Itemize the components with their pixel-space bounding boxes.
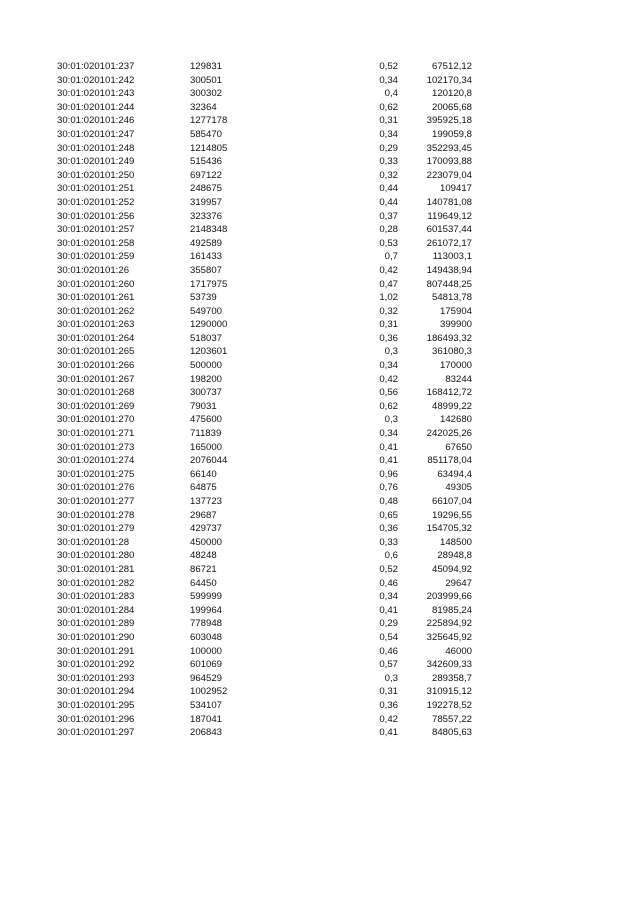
- total-cell: 242025,26: [426, 428, 472, 440]
- total-cell: 66107,04: [431, 496, 472, 507]
- total-cell: 851178,04: [427, 455, 472, 467]
- cadastral-number-cell: 30:01:020101:256: [57, 210, 135, 222]
- rate-cell: 0,46: [379, 577, 398, 589]
- total-cell: 142680: [439, 414, 472, 426]
- total-cell: 78557,22: [431, 713, 472, 725]
- cadastral-value-cell: 161433: [190, 251, 223, 263]
- total-cell: 84805,63: [431, 727, 472, 739]
- cadastral-number-cell: 30:01:020101:282: [57, 577, 135, 589]
- total-cell: 261072,17: [426, 237, 472, 249]
- cadastral-value-cell: 300501: [190, 74, 223, 86]
- table-row: [0, 142, 640, 156]
- cadastral-value-cell: 64450: [190, 577, 217, 589]
- cadastral-number-cell: 30:01:020101:267: [57, 373, 135, 385]
- total-cell: 113003,1: [432, 251, 472, 263]
- table-row: [0, 577, 640, 591]
- rate-cell: 0,41: [379, 455, 398, 467]
- table-row: [0, 250, 640, 264]
- cadastral-number-cell: 30:01:020101:264: [57, 332, 135, 344]
- total-cell: 102170,34: [426, 74, 472, 86]
- rate-cell: 0,37: [379, 210, 398, 222]
- cadastral-value-cell: 964529: [190, 672, 223, 684]
- rate-cell: 0,4: [384, 88, 398, 100]
- rate-cell: 0,41: [379, 604, 398, 616]
- table-row: [0, 237, 640, 251]
- rate-cell: 0,33: [379, 156, 398, 168]
- table-row: [0, 359, 640, 373]
- total-cell: 601537,44: [426, 224, 472, 236]
- cadastral-value-cell: 53739: [190, 292, 217, 304]
- table-row: [0, 318, 640, 332]
- cadastral-value-cell: 165000: [190, 441, 223, 453]
- cadastral-number-cell: 30:01:020101:281: [57, 563, 135, 575]
- cadastral-number-cell: 30:01:020101:279: [57, 523, 135, 535]
- total-cell: 168412,72: [426, 387, 472, 399]
- table-row: [0, 182, 640, 196]
- total-cell: 20065,68: [431, 101, 472, 113]
- total-cell: 119649,12: [427, 210, 472, 222]
- cadastral-value-cell: 697122: [190, 169, 223, 181]
- table-row: [0, 386, 640, 400]
- total-cell: 120120,8: [431, 88, 472, 100]
- total-cell: 46000: [445, 645, 472, 657]
- table-row: [0, 305, 640, 319]
- cadastral-number-cell: 30:01:020101:251: [57, 183, 135, 195]
- rate-cell: 0,46: [379, 645, 398, 657]
- rate-cell: 0,29: [379, 142, 398, 154]
- rate-cell: 0,48: [379, 496, 398, 507]
- rate-cell: 0,34: [379, 128, 398, 140]
- rate-cell: 0,52: [379, 563, 398, 575]
- table-row: [0, 468, 640, 482]
- cadastral-number-cell: 30:01:020101:265: [57, 346, 135, 358]
- cadastral-number-cell: 30:01:020101:275: [57, 468, 135, 480]
- table-row: [0, 155, 640, 169]
- rate-cell: 0,44: [379, 183, 398, 195]
- total-cell: 310915,12: [426, 686, 472, 698]
- cadastral-number-cell: 30:01:020101:283: [57, 591, 135, 603]
- cadastral-number-cell: 30:01:020101:252: [57, 196, 135, 208]
- cadastral-number-cell: 30:01:020101:237: [57, 61, 135, 72]
- rate-cell: 0,53: [379, 237, 398, 249]
- rate-cell: 0,62: [379, 400, 398, 412]
- cadastral-value-cell: 1002952: [190, 686, 228, 698]
- cadastral-value-cell: 1203601: [190, 346, 228, 358]
- cadastral-number-cell: 30:01:020101:262: [57, 305, 135, 317]
- total-cell: 223079,04: [426, 169, 472, 181]
- cadastral-number-cell: 30:01:020101:280: [57, 550, 135, 562]
- total-cell: 807448,25: [426, 278, 472, 290]
- rate-cell: 0,47: [379, 278, 398, 290]
- cadastral-number-cell: 30:01:020101:260: [57, 278, 135, 290]
- table-row: [0, 373, 640, 387]
- cadastral-value-cell: 198200: [190, 373, 223, 385]
- table-row: [0, 60, 640, 74]
- table-row: [0, 210, 640, 224]
- total-cell: 109417: [439, 183, 472, 195]
- cadastral-number-cell: 30:01:020101:276: [57, 482, 135, 494]
- cadastral-value-cell: 534107: [190, 699, 223, 711]
- total-cell: 140781,08: [426, 196, 472, 208]
- rate-cell: 0,7: [384, 251, 398, 263]
- rate-cell: 0,34: [379, 591, 398, 603]
- cadastral-value-cell: 86721: [190, 563, 217, 575]
- rate-cell: 0,54: [379, 631, 398, 643]
- table-row: [0, 631, 640, 645]
- table-row: [0, 481, 640, 495]
- cadastral-number-cell: 30:01:020101:274: [57, 455, 135, 467]
- cadastral-value-cell: 355807: [190, 264, 223, 276]
- cadastral-number-cell: 30:01:020101:294: [57, 686, 135, 698]
- cadastral-value-cell: 1717975: [190, 278, 228, 290]
- table-row: [0, 169, 640, 183]
- cadastral-value-cell: 1290000: [190, 319, 228, 331]
- rate-cell: 0,44: [379, 196, 398, 208]
- cadastral-value-cell: 1214805: [190, 142, 228, 154]
- rate-cell: 0,34: [379, 428, 398, 440]
- cadastral-number-cell: 30:01:020101:263: [57, 319, 135, 331]
- cadastral-value-cell: 450000: [190, 536, 223, 548]
- table-row: [0, 413, 640, 427]
- cadastral-value-cell: 2148348: [190, 224, 228, 236]
- table-row: [0, 223, 640, 237]
- table-row: [0, 87, 640, 101]
- total-cell: 203999,66: [426, 591, 472, 603]
- cadastral-number-cell: 30:01:020101:266: [57, 360, 135, 372]
- table-row: [0, 128, 640, 142]
- total-cell: 63494,4: [437, 468, 472, 480]
- rate-cell: 0,34: [379, 74, 398, 86]
- total-cell: 186493,32: [426, 332, 472, 344]
- cadastral-number-cell: 30:01:020101:261: [57, 292, 135, 304]
- total-cell: 361080,3: [431, 346, 472, 358]
- total-cell: 170093,88: [426, 156, 472, 168]
- total-cell: 395925,18: [426, 115, 472, 127]
- rate-cell: 0,76: [379, 482, 398, 494]
- cadastral-number-cell: 30:01:020101:277: [57, 496, 135, 507]
- total-cell: 148500: [439, 536, 472, 548]
- cadastral-value-cell: 778948: [190, 618, 223, 630]
- rate-cell: 0,52: [379, 61, 398, 72]
- total-cell: 19296,55: [431, 509, 472, 521]
- cadastral-number-cell: 30:01:020101:289: [57, 618, 135, 630]
- table-row: [0, 196, 640, 210]
- cadastral-value-cell: 100000: [190, 645, 223, 657]
- cadastral-value-cell: 64875: [190, 482, 217, 494]
- table-row: [0, 536, 640, 550]
- rate-cell: 0,6: [384, 550, 398, 562]
- cadastral-value-cell: 323376: [190, 210, 223, 222]
- table-row: [0, 604, 640, 618]
- rate-cell: 0,31: [379, 319, 398, 331]
- rate-cell: 0,56: [379, 387, 398, 399]
- cadastral-number-cell: 30:01:020101:246: [57, 115, 135, 127]
- total-cell: 399900: [439, 319, 472, 331]
- cadastral-number-cell: 30:01:020101:293: [57, 672, 135, 684]
- table-row: [0, 713, 640, 727]
- total-cell: 289358,7: [431, 672, 472, 684]
- cadastral-number-cell: 30:01:020101:284: [57, 604, 135, 616]
- table-row: [0, 658, 640, 672]
- total-cell: 352293,45: [426, 142, 472, 154]
- total-cell: 225894,92: [426, 618, 472, 630]
- rate-cell: 0,41: [379, 441, 398, 453]
- cadastral-number-cell: 30:01:020101:271: [57, 428, 135, 440]
- table-row: [0, 685, 640, 699]
- rate-cell: 0,32: [379, 305, 398, 317]
- table-row: [0, 454, 640, 468]
- cadastral-value-cell: 599999: [190, 591, 223, 603]
- cadastral-number-cell: 30:01:020101:297: [57, 727, 135, 739]
- table-row: [0, 332, 640, 346]
- cadastral-value-cell: 300302: [190, 88, 223, 100]
- cadastral-value-cell: 603048: [190, 631, 223, 643]
- total-cell: 83244: [445, 373, 472, 385]
- total-cell: 199059,8: [431, 128, 472, 140]
- total-cell: 154705,32: [426, 523, 472, 535]
- cadastral-value-cell: 48248: [190, 550, 217, 562]
- cadastral-number-cell: 30:01:020101:290: [57, 631, 135, 643]
- table-row: [0, 590, 640, 604]
- cadastral-value-cell: 518037: [190, 332, 223, 344]
- rate-cell: 0,34: [379, 360, 398, 372]
- cadastral-value-cell: 187041: [190, 713, 223, 725]
- rate-cell: 0,28: [379, 224, 398, 236]
- rate-cell: 0,31: [379, 115, 398, 127]
- cadastral-value-cell: 79031: [190, 400, 217, 412]
- cadastral-number-cell: 30:01:020101:244: [57, 101, 135, 113]
- table-row: [0, 101, 640, 115]
- cadastral-value-cell: 29687: [190, 509, 217, 521]
- total-cell: 192278,52: [426, 699, 472, 711]
- rate-cell: 0,42: [379, 373, 398, 385]
- cadastral-value-cell: 500000: [190, 360, 223, 372]
- rate-cell: 0,33: [379, 536, 398, 548]
- cadastral-number-cell: 30:01:020101:295: [57, 699, 135, 711]
- cadastral-number-cell: 30:01:020101:273: [57, 441, 135, 453]
- table-row: [0, 617, 640, 631]
- cadastral-number-cell: 30:01:020101:270: [57, 414, 135, 426]
- rate-cell: 0,29: [379, 618, 398, 630]
- total-cell: 342609,33: [426, 659, 472, 671]
- cadastral-value-cell: 711839: [190, 428, 222, 440]
- rate-cell: 0,42: [379, 264, 398, 276]
- table-row: [0, 427, 640, 441]
- total-cell: 54813,78: [431, 292, 472, 304]
- cadastral-value-cell: 475600: [190, 414, 223, 426]
- rate-cell: 0,65: [379, 509, 398, 521]
- cadastral-number-cell: 30:01:020101:26: [57, 264, 130, 276]
- table-row: [0, 495, 640, 509]
- cadastral-value-cell: 206843: [190, 727, 223, 739]
- table-row: [0, 699, 640, 713]
- cadastral-value-cell: 1277178: [190, 115, 228, 127]
- cadastral-value-cell: 129831: [190, 61, 223, 72]
- cadastral-value-cell: 2076044: [190, 455, 228, 467]
- rate-cell: 0,36: [379, 332, 398, 344]
- total-cell: 49305: [445, 482, 472, 494]
- rate-cell: 0,31: [379, 686, 398, 698]
- table-row: [0, 563, 640, 577]
- total-cell: 170000: [439, 360, 472, 372]
- rate-cell: 0,36: [379, 523, 398, 535]
- cadastral-number-cell: 30:01:020101:269: [57, 400, 135, 412]
- data-sheet: [0, 60, 640, 740]
- table-row: [0, 400, 640, 414]
- total-cell: 29647: [445, 577, 472, 589]
- rate-cell: 0,57: [379, 659, 398, 671]
- rate-cell: 0,3: [384, 346, 398, 358]
- total-cell: 325645,92: [426, 631, 472, 643]
- total-cell: 45094,92: [431, 563, 472, 575]
- table-row: [0, 74, 640, 88]
- cadastral-value-cell: 137723: [190, 496, 223, 507]
- cadastral-number-cell: 30:01:020101:259: [57, 251, 135, 263]
- cadastral-number-cell: 30:01:020101:28: [57, 536, 130, 548]
- cadastral-value-cell: 515436: [190, 156, 223, 168]
- table-row: [0, 264, 640, 278]
- cadastral-value-cell: 300737: [190, 387, 223, 399]
- table-row: [0, 672, 640, 686]
- cadastral-number-cell: 30:01:020101:258: [57, 237, 135, 249]
- cadastral-value-cell: 66140: [190, 468, 217, 480]
- cadastral-number-cell: 30:01:020101:243: [57, 88, 135, 100]
- cadastral-value-cell: 199964: [190, 604, 223, 616]
- cadastral-number-cell: 30:01:020101:292: [57, 659, 135, 671]
- rate-cell: 0,32: [379, 169, 398, 181]
- table-row: [0, 549, 640, 563]
- total-cell: 149438,94: [426, 264, 472, 276]
- cadastral-number-cell: 30:01:020101:247: [57, 128, 135, 140]
- total-cell: 28948,8: [437, 550, 472, 562]
- table-row: [0, 278, 640, 292]
- cadastral-number-cell: 30:01:020101:257: [57, 224, 135, 236]
- cadastral-value-cell: 549700: [190, 305, 223, 317]
- total-cell: 175904: [439, 305, 472, 317]
- table-row: [0, 345, 640, 359]
- rate-cell: 0,96: [379, 468, 398, 480]
- cadastral-number-cell: 30:01:020101:278: [57, 509, 135, 521]
- table-row: [0, 522, 640, 536]
- cadastral-number-cell: 30:01:020101:248: [57, 142, 135, 154]
- total-cell: 67650: [445, 441, 472, 453]
- cadastral-value-cell: 429737: [190, 523, 223, 535]
- rate-cell: 0,36: [379, 699, 398, 711]
- total-cell: 67512,12: [431, 61, 472, 72]
- cadastral-number-cell: 30:01:020101:268: [57, 387, 135, 399]
- rate-cell: 0,3: [384, 672, 398, 684]
- cadastral-number-cell: 30:01:020101:242: [57, 74, 135, 86]
- table-row: [0, 114, 640, 128]
- total-cell: 48999,22: [431, 400, 472, 412]
- total-cell: 81985,24: [431, 604, 472, 616]
- cadastral-value-cell: 319957: [190, 196, 223, 208]
- cadastral-number-cell: 30:01:020101:296: [57, 713, 135, 725]
- cadastral-number-cell: 30:01:020101:291: [57, 645, 135, 657]
- cadastral-number-cell: 30:01:020101:250: [57, 169, 135, 181]
- rate-cell: 0,62: [379, 101, 398, 113]
- rate-cell: 0,42: [379, 713, 398, 725]
- table-row: [0, 645, 640, 659]
- table-row: [0, 726, 640, 740]
- cadastral-number-cell: 30:01:020101:249: [57, 156, 135, 168]
- cadastral-value-cell: 585470: [190, 128, 223, 140]
- rate-cell: 0,3: [384, 414, 398, 426]
- table-row: [0, 441, 640, 455]
- rate-cell: 0,41: [379, 727, 398, 739]
- cadastral-value-cell: 601069: [190, 659, 223, 671]
- rate-cell: 1,02: [379, 292, 398, 304]
- cadastral-value-cell: 32364: [190, 101, 217, 113]
- cadastral-value-cell: 248675: [190, 183, 223, 195]
- table-row: [0, 509, 640, 523]
- table-row: [0, 291, 640, 305]
- cadastral-value-cell: 492589: [190, 237, 223, 249]
